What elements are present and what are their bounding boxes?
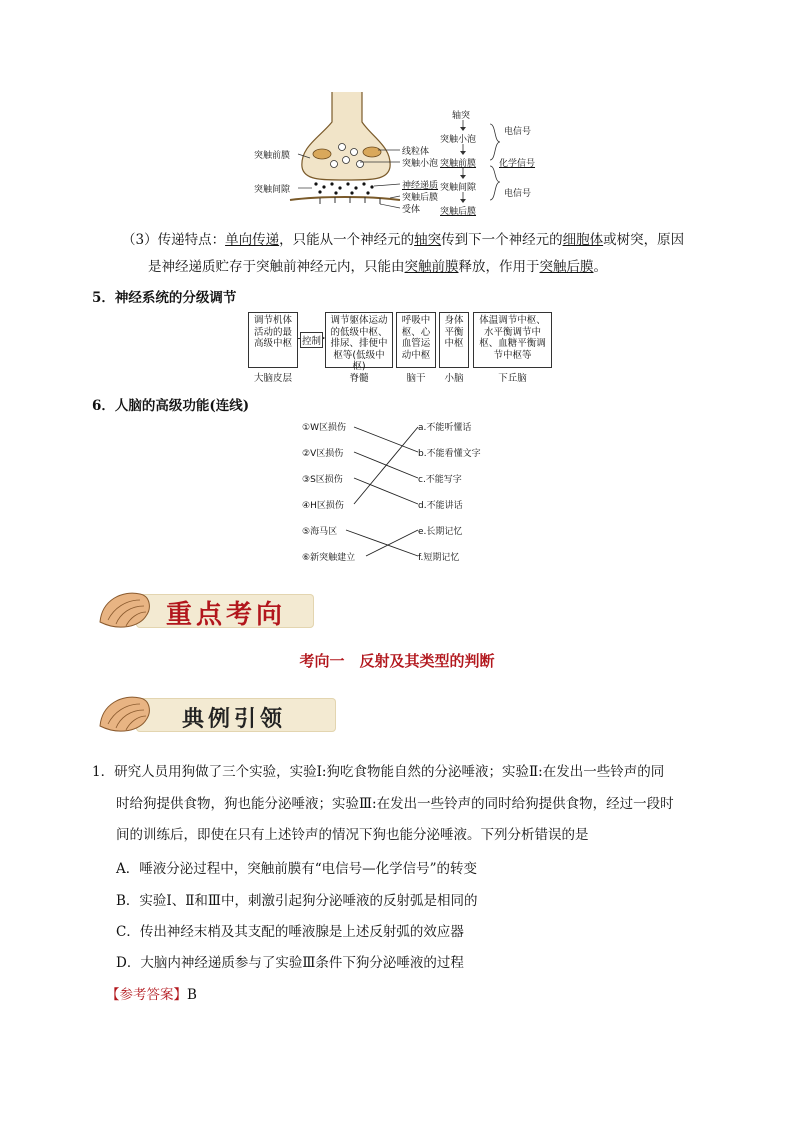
caption-brainstem: 脑干 (406, 373, 426, 384)
chain-item: 突触小泡 (440, 135, 477, 145)
item3-underline: 突触前膜 (404, 259, 459, 275)
label-neurotransmitter: 神经递质 (402, 181, 439, 191)
chain-item: 轴突 (452, 111, 471, 121)
box-brainstem: 呼吸中枢、心血管运动中枢 (396, 312, 436, 368)
caption-spinal: 脊髓 (349, 373, 369, 384)
matching-diagram (300, 416, 500, 566)
match-right-b: b.不能看懂文字 (418, 449, 481, 459)
hierarchy-diagram (248, 312, 552, 384)
item3-text: 是神经递质贮存于突触前神经元内，只能由 (148, 259, 405, 275)
banner-typical-example-text: 典例引领 (182, 706, 287, 732)
subtitle: 考向一 反射及其类型的判断 (299, 652, 495, 670)
shell-icon (96, 690, 154, 740)
signal-label: 电信号 (504, 189, 532, 199)
question-line-2: 时给狗提供食物，狗也能分泌唾液；实验Ⅲ:在发出一些铃声的同时给狗提供食物，经过一段时 (116, 796, 674, 812)
match-right-d: d.不能讲话 (418, 501, 463, 511)
match-left-6: ⑥新突触建立 (302, 553, 356, 563)
box-cortex: 调节机体活动的最高级中枢 (248, 312, 298, 368)
signal-label: 电信号 (504, 127, 532, 137)
match-right-e: e.长期记忆 (418, 527, 463, 537)
match-right-f: f.短期记忆 (418, 553, 460, 563)
item3-underline: 轴突 (414, 232, 442, 248)
banner-key-directions (96, 586, 316, 636)
answer-label: 【参考答案】 (106, 987, 187, 1003)
match-left-3: ③S区损伤 (302, 475, 343, 485)
option-c: C．传出神经末梢及其支配的唾液腺是上述反射弧的效应器 (116, 924, 464, 940)
answer-line (106, 983, 197, 1003)
label-receptor: 受体 (402, 205, 421, 215)
match-right-c: c.不能写字 (418, 475, 462, 485)
matching-lines (300, 416, 500, 566)
box-cerebellum: 身体平衡中枢 (439, 312, 469, 368)
chain-item: 突触后膜 (440, 207, 477, 217)
item3-text: 或树突，原因 (603, 232, 685, 248)
item3-prefix: （3）传递特点： (122, 232, 226, 248)
control-label: 控制 (300, 332, 323, 348)
item3-text: ，只能从一个神经元的 (279, 232, 415, 248)
label-synaptic-cleft: 突触间隙 (254, 185, 291, 195)
box-spinal: 调节躯体运动的低级中枢、排尿、排便中枢等(低级中枢) (325, 312, 393, 368)
option-a: A．唾液分泌过程中，突触前膜有“电信号—化学信号”的转变 (116, 861, 478, 877)
item3-underline: 单向传递 (225, 232, 280, 248)
match-left-4: ④H区损伤 (302, 501, 344, 511)
option-b: B．实验Ⅰ、Ⅱ和Ⅲ中，刺激引起狗分泌唾液的反射弧是相同的 (116, 893, 478, 909)
chain-item: 突触间隙 (440, 183, 477, 193)
item3-text: 。 (593, 259, 607, 275)
label-presynaptic-membrane: 突触前膜 (254, 151, 291, 161)
item3-underline: 突触后膜 (539, 259, 594, 275)
match-left-1: ①W区损伤 (302, 423, 346, 433)
item3-line2 (148, 256, 768, 278)
caption-cerebellum: 小脑 (444, 373, 464, 384)
item3-underline: 细胞体 (562, 232, 604, 248)
item3-line1 (122, 229, 762, 251)
answer-value: B (187, 987, 197, 1003)
label-vesicle: 突触小泡 (402, 159, 439, 169)
item3-text: 传到下一个神经元的 (441, 232, 563, 248)
match-right-a: a.不能听懂话 (418, 423, 472, 433)
section6-title: 6．人脑的高级功能(连线) (92, 398, 250, 414)
caption-cortex: 大脑皮层 (253, 373, 292, 384)
match-left-2: ②V区损伤 (302, 449, 344, 459)
caption-hypothalamus: 下丘脑 (498, 373, 527, 384)
item3-text: 释放，作用于 (458, 259, 540, 275)
question-line-1: 1．研究人员用狗做了三个实验，实验Ⅰ:狗吃食物能自然的分泌唾液；实验Ⅱ:在发出一些铃声的同 (92, 764, 665, 780)
shell-icon (96, 586, 154, 636)
box-hypothalamus: 体温调节中枢、水平衡调节中枢、血糖平衡调节中枢等 (473, 312, 552, 368)
chain-item: 突触前膜 (440, 159, 477, 169)
banner-typical-example (96, 690, 346, 740)
banner-key-directions-text: 重点考向 (166, 600, 287, 630)
signal-label: 化学信号 (499, 159, 536, 169)
section5-title: 5．神经系统的分级调节 (92, 290, 237, 306)
option-d: D．大脑内神经递质参与了实验Ⅲ条件下狗分泌唾液的过程 (116, 955, 464, 971)
question-line-3: 间的训练后，即使在只有上述铃声的情况下狗也能分泌唾液。下列分析错误的是 (116, 827, 589, 843)
match-left-5: ⑤海马区 (302, 527, 338, 537)
label-postsynaptic-membrane: 突触后膜 (402, 193, 439, 203)
synapse-diagram (250, 92, 550, 222)
label-mitochondria: 线粒体 (402, 147, 430, 157)
